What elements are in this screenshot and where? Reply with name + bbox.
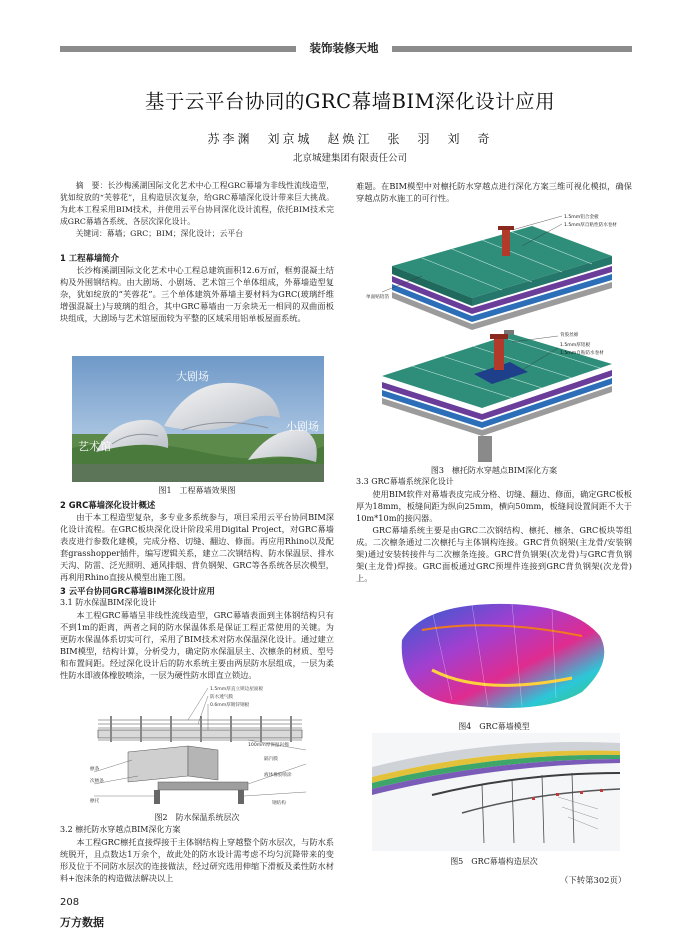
fig2-note-3: 0.6mm厚镀锌钢板 xyxy=(210,703,250,708)
fig3-label-5: 1.5mm厚铝板 xyxy=(560,343,591,348)
section-1-text: 长沙梅溪湖国际文化艺术中心工程总建筑面积12.6万㎡，框剪混凝土结构及外围钢结构。由大剧场、小剧场、艺术馆三个单体组成，外幕墙造型复杂，犹如绽放的“芙蓉花”。三个单体建筑外幕墙主要材料为GRC(玻璃纤维增强混凝土)与玻璃的组合，其中GRC幕墙由一万余块无一相同的双曲面板块组成，大剧场与艺术馆屋面较为平整的区域采用铝单板屋面系统。 xyxy=(60,265,334,323)
article-title: 基于云平台协同的GRC幕墙BIM深化设计应用 xyxy=(144,90,556,113)
subsection-3-3-heading: 3.3 GRC幕墙系统深化设计 xyxy=(356,477,454,486)
continued-note: （下转第302页） xyxy=(560,875,627,885)
affiliation: 北京城建集团有限责任公司 xyxy=(292,153,407,164)
fig2-note-6: 檩条 xyxy=(90,767,100,772)
label-art-gallery: 艺术馆 xyxy=(78,440,111,453)
figure-2-caption: 图2 防水保温系统层次 xyxy=(154,813,240,822)
figure-4-grc-model xyxy=(392,600,614,718)
label-grand-theater: 大剧场 xyxy=(176,370,209,383)
left-column-top xyxy=(60,180,334,324)
fig3-label-3: 单面贴铝箔 xyxy=(366,295,389,300)
fig2-note-7: 次檩条 xyxy=(90,779,104,784)
header-bar-left xyxy=(60,46,296,52)
figure-1-rendering xyxy=(72,356,324,482)
section-2-text: 由于本工程造型复杂，多专业多系统参与，项目采用云平台协同BIM深化设计流程。在GRC板块深化设计阶段采用Digital Project，对GRC幕墙表皮进行参数化建模，完成分格、切缝、翻边、修面。再应用Rhino以及配套grasshopper插件，编写逻辑关系，建立二次钢结构、防水保温层、排水天沟、防雷、泛光照明、通风排烟、背负钢架、GRC等各系统各层次模型，再利用Rhino直接从模型出施工图。 xyxy=(60,512,334,582)
subsection-3-1-heading: 3.1 防水保温BIM深化设计 xyxy=(60,598,157,607)
subsection-3-3-text-a: 使用BIM软件对幕墙表皮完成分格、切缝、翻边、修面，确定GRC板板厚为18mm，板缝间距为纵向25mm，横向50mm，板缝间设置间距不大于10m*10m的接闪器。 xyxy=(356,489,632,523)
label-small-theater: 小剧场 xyxy=(286,420,319,433)
section-1-heading: 1 工程幕墙简介 xyxy=(60,253,119,263)
fig3-label-6: 1.5mm自粘防水卷材 xyxy=(560,351,604,356)
abstract: 摘 要：长沙梅溪湖国际文化艺术中心工程GRC幕墙为非线性流线造型，犹如绽放的“芙蓉花”，且构造层次复杂，给GRC幕墙深化设计带来巨大挑战。为此本工程采用BIM技术，并使用云平台协同深化设计流程，依托BIM技术完成GRC幕墙各系统、各层次深化设计。 xyxy=(60,181,334,226)
subsection-3-2-text-cont: 难题。在BIM模型中对檩托防水穿越点进行深化方案三维可视化模拟，确保穿越点防水施工的可行性。 xyxy=(356,181,632,203)
brand-footer: 万方数据 xyxy=(60,916,104,929)
fig2-note-10: 钢结构 xyxy=(272,801,286,806)
header-bar-right xyxy=(392,46,632,52)
keywords: 关键词：幕墙；GRC；BIM；深化设计；云平台 xyxy=(75,229,243,238)
right-column-top xyxy=(356,180,632,204)
figure-1-caption: 图1 工程幕墙效果图 xyxy=(158,486,236,495)
fig2-note-4: 100mm厚保温岩棉 xyxy=(248,743,289,748)
figure-3-penetration-model xyxy=(362,206,624,462)
figure-5-caption: 图5 GRC幕墙构造层次 xyxy=(450,857,538,866)
fig2-note-2: 防水透气膜 xyxy=(210,695,233,700)
figure-5-construction-layers xyxy=(372,733,620,851)
page-number: 208 xyxy=(60,897,80,908)
fig2-note-5: 隔汽膜 xyxy=(264,757,278,762)
figure-3-caption: 图3 檩托防水穿越点BIM深化方案 xyxy=(430,466,558,475)
left-column-middle xyxy=(60,497,334,681)
left-column-bottom xyxy=(60,824,334,884)
fig2-note-9: 檩托 xyxy=(90,799,100,804)
subsection-3-3-text-b: GRC幕墙系统主要是由GRC二次钢结构、檩托、檩条、GRC板块等组成。二次檩条通过二次檩托与主体钢构连接。GRC背负钢架(主龙骨/安装钢架)通过安装转接件与二次檩条连接。GRC背负钢架(次龙骨)与GRC背负钢架(主龙骨)焊接。GRC面板通过GRC预埋件连接到GRC背负钢架(次龙骨)上。 xyxy=(356,525,632,583)
section-2-heading: 2 GRC幕墙深化设计概述 xyxy=(60,500,156,510)
fig3-label-1: 1.5mm铝合金板 xyxy=(564,215,599,220)
authors: 苏李渊 刘京城 赵焕江 张 羽 刘 奇 xyxy=(207,132,493,146)
fig3-label-2: 1.5mm厚自粘性防水卷材 xyxy=(564,223,618,228)
fig3-label-4: 背胶丝绵 xyxy=(560,333,579,338)
subsection-3-2-text: 本工程GRC檩托直接焊接于主体钢结构上穿越整个防水层次，与防水系统脱开，且点数达1万余个，故此处的防水设计需考虑不均匀沉降带来的变形及位于不同防水层次的连接做法，经过研究选用伸缩下滑板及柔性防水材料+泡沫条的构造做法解决以上 xyxy=(60,837,334,883)
subsection-3-2-heading: 3.2 檩托防水穿越点BIM深化方案 xyxy=(60,825,181,834)
subsection-3-1-text: 本工程GRC幕墙呈非线性流线造型，GRC幕墙表面到主体钢结构只有不到1m的距离，两者之间的防水保温体系是保证工程正常使用的关键。为更防水保温体系切实可行，采用了BIM技术对防水保温深化设计。通过建立BIM模型，结构计算，分析受力，确定防水保温层主、次檩条的材质、型号和布置间距。经过深化设计后的防水系统主要由两层防水层组成，一层为柔性防水即液体橡胶喷涂，一层为硬性防水即直立锁边。 xyxy=(60,610,334,680)
figure-2-layers-drawing xyxy=(88,680,312,808)
figure-4-caption: 图4 GRC幕墙模型 xyxy=(458,722,530,731)
fig2-note-8: 液体橡胶喷涂 xyxy=(264,773,292,778)
fig2-note-1: 1.5mm厚直立锁边屋面板 xyxy=(210,687,264,692)
section-label: 装饰装修天地 xyxy=(296,40,392,56)
section-3-heading: 3 云平台协同GRC幕墙BIM深化设计应用 xyxy=(60,586,215,596)
right-column-middle xyxy=(356,476,632,584)
